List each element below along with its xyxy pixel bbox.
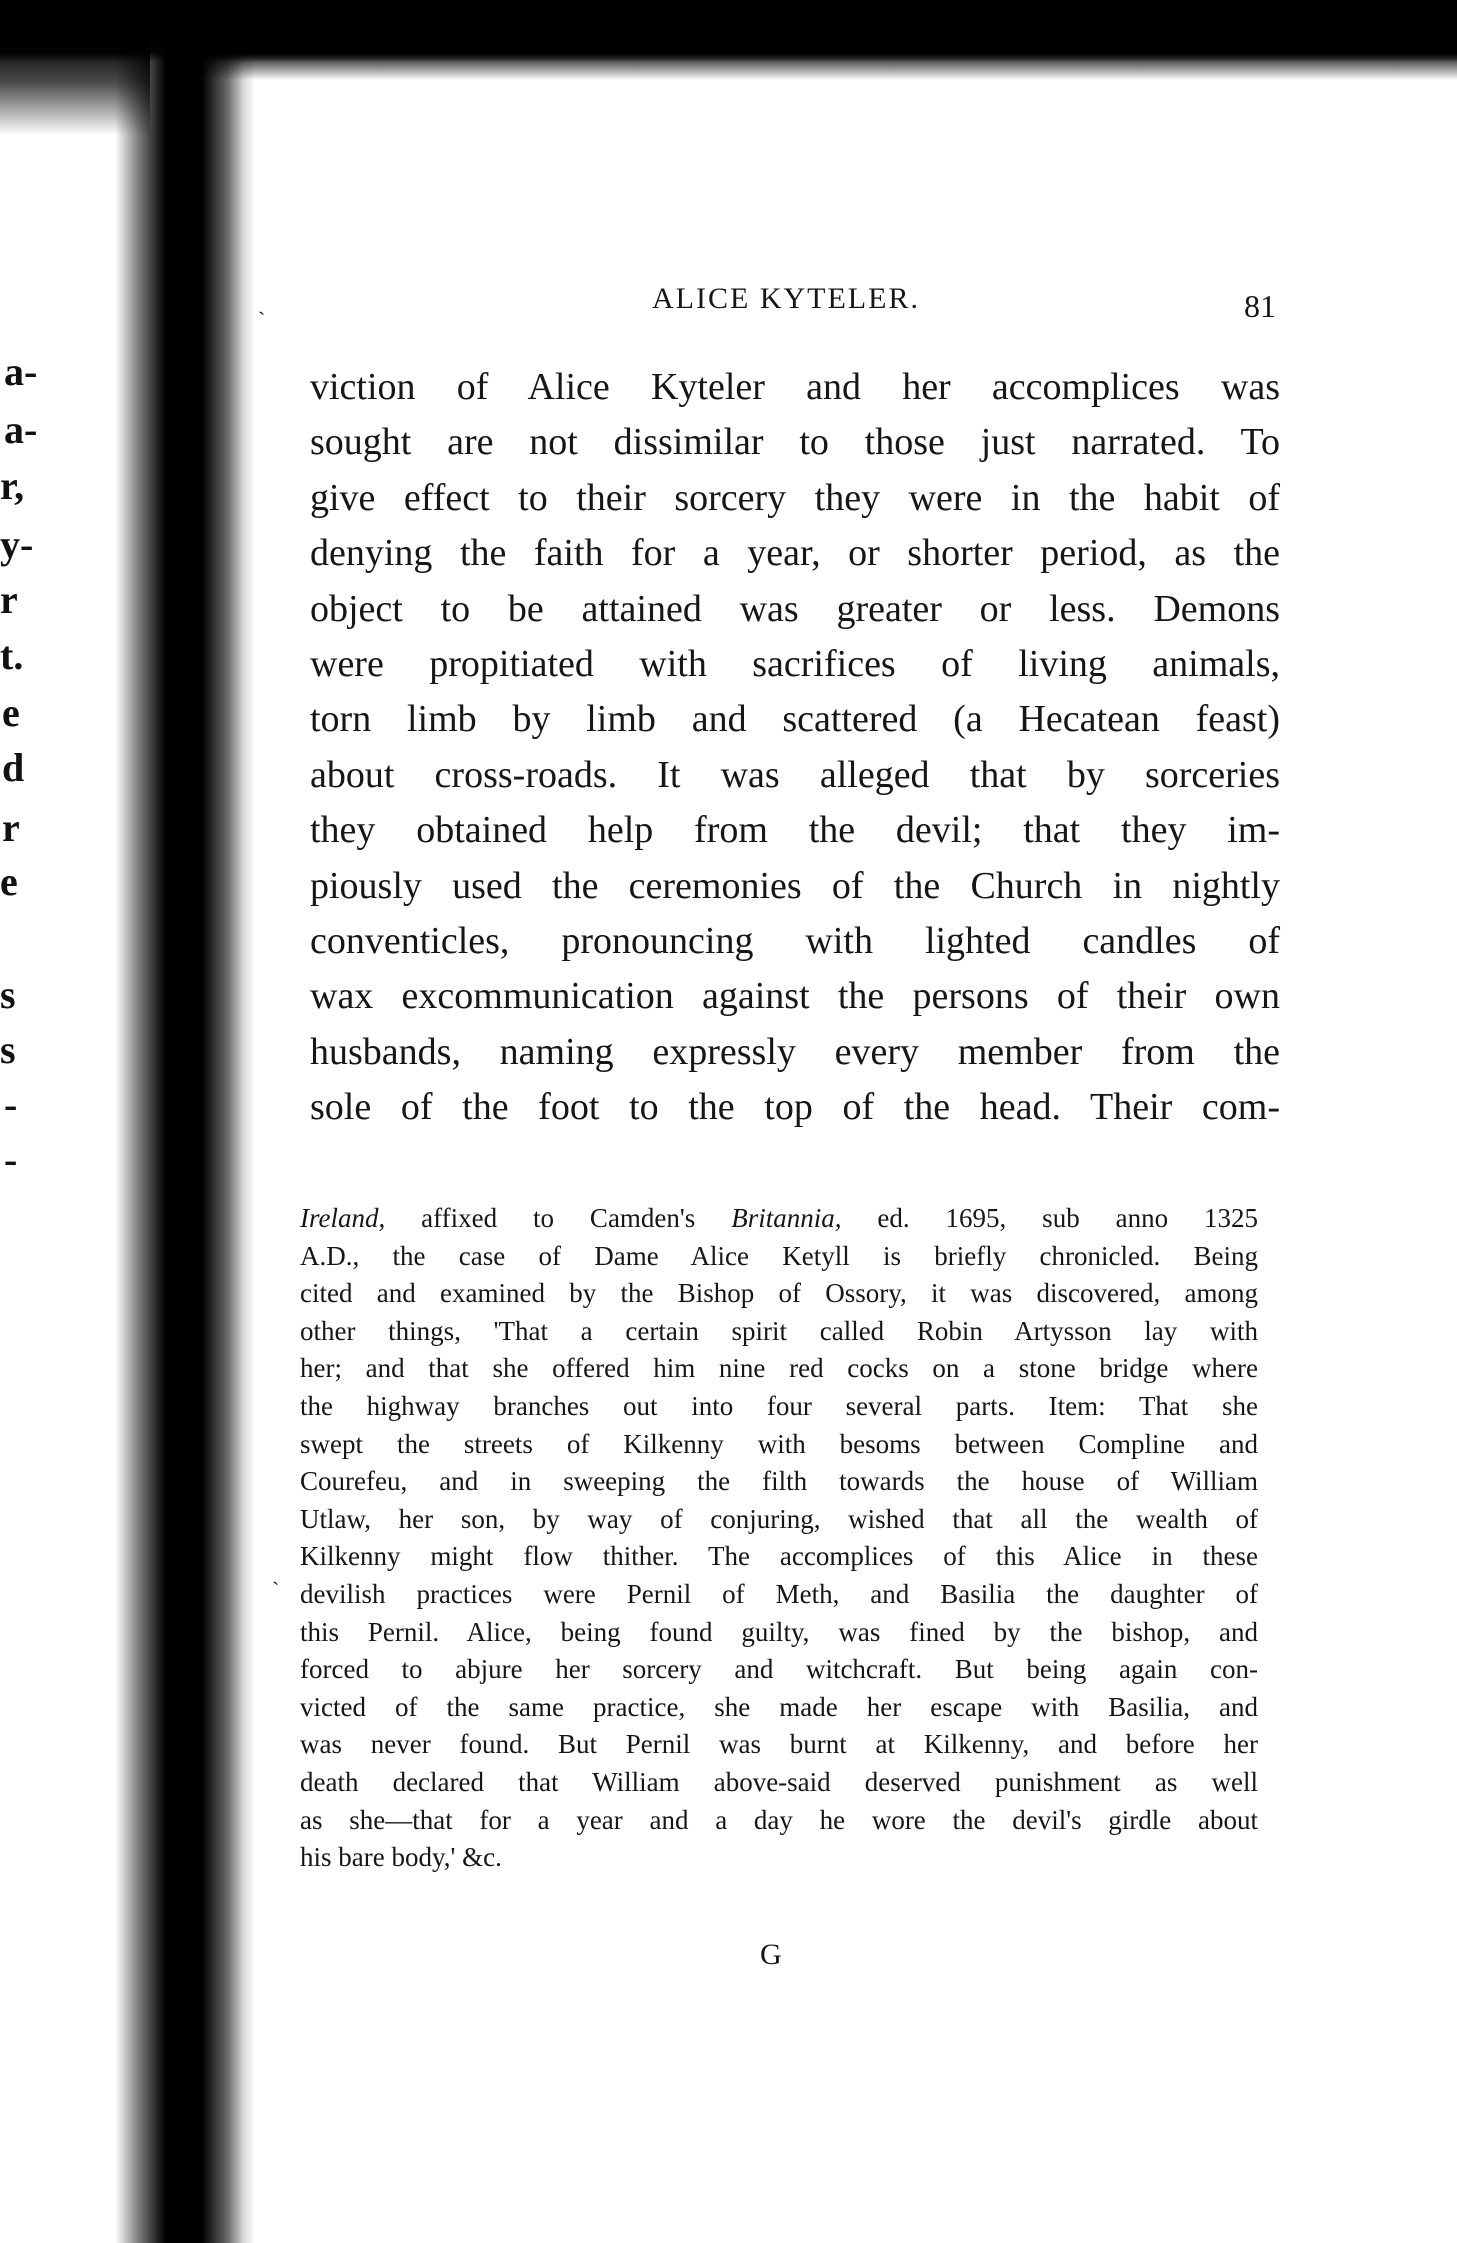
footnote-line: forced to abjure her sorcery and witchcraft. But being again con-	[300, 1654, 1258, 1685]
footnote-italic-title: Britannia,	[731, 1203, 842, 1233]
running-head: ALICE KYTELER.	[652, 282, 920, 315]
footnote-line: this Pernil. Alice, being found guilty, was fined by the bishop, and	[300, 1616, 1258, 1647]
text-line: object to be attained was greater or less. Demons	[310, 587, 1280, 630]
previous-page-edge	[0, 0, 40, 2243]
text-line: they obtained help from the devil; that they im-	[310, 809, 1280, 852]
text-line: piously used the ceremonies of the Church in nightly	[310, 864, 1280, 907]
footnote-line: Kilkenny might flow thither. The accomplices of this Alice in these	[300, 1541, 1258, 1572]
text-line: give effect to their sorcery they were in the habit of	[310, 476, 1280, 519]
text-line: viction of Alice Kyteler and her accomplices was	[310, 366, 1280, 408]
footnote-line: her; and that she offered him nine red cocks on a stone bridge where	[300, 1353, 1258, 1384]
prev-page-char: a-	[4, 349, 38, 394]
text-line: about cross-roads. It was alleged that by sorceries	[310, 753, 1280, 796]
prev-page-char: s	[0, 1027, 16, 1072]
text-line: torn limb by limb and scattered (a Hecatean feast)	[310, 698, 1280, 741]
prev-page-char: d	[2, 745, 25, 790]
footnote-italic-lead: Ireland,	[300, 1203, 386, 1233]
prev-page-char: y-	[0, 522, 34, 567]
footnote-line-first	[300, 1200, 1258, 1238]
footnote-line: A.D., the case of Dame Alice Ketyll is briefly chronicled. Being	[300, 1240, 1258, 1271]
prev-page-char: -	[4, 1082, 18, 1127]
text-line: sought are not dissimilar to those just narrated. To	[310, 421, 1280, 464]
footnote-line: the highway branches out into four several parts. Item: That she	[300, 1390, 1258, 1421]
book-gutter-shadow	[115, 40, 255, 2243]
footnote-text: ed. 1695, sub anno 1325	[841, 1203, 1258, 1233]
text-line: wax excommunication against the persons of their own	[310, 975, 1280, 1018]
stray-mark: ˎ	[258, 290, 266, 315]
footnote-line: death declared that William above-said deserved punishment as well	[300, 1766, 1258, 1797]
prev-page-char: r	[0, 577, 18, 622]
text-line: husbands, naming expressly every member from the	[310, 1030, 1280, 1073]
footnote	[300, 1200, 1258, 1877]
footnote-line: his bare body,' &c.	[300, 1842, 502, 1873]
prev-page-char: a-	[4, 407, 38, 452]
page-number: 81	[1244, 288, 1276, 324]
text-line: were propitiated with sacrifices of living animals,	[310, 642, 1280, 685]
footnote-line: was never found. But Pernil was burnt at Kilkenny, and before her	[300, 1729, 1258, 1760]
stray-mark: ˏ	[272, 1560, 280, 1585]
text-line: conventicles, pronouncing with lighted candles of	[310, 919, 1280, 962]
prev-page-char: s	[0, 972, 16, 1017]
footnote-line: Utlaw, her son, by way of conjuring, wished that all the wealth of	[300, 1503, 1258, 1534]
prev-page-char: e	[0, 859, 18, 904]
signature-mark: G	[760, 1938, 782, 1971]
prev-page-char: e	[2, 690, 20, 735]
prev-page-char: -	[4, 1137, 18, 1182]
page-header	[310, 280, 1280, 330]
footnote-line: other things, 'That a certain spirit called Robin Artysson lay with	[300, 1315, 1258, 1346]
footnote-line: victed of the same practice, she made her escape with Basilia, and	[300, 1691, 1258, 1722]
text-line: denying the faith for a year, or shorter period, as the	[310, 532, 1280, 575]
footnote-line: swept the streets of Kilkenny with besoms between Compline and	[300, 1428, 1258, 1459]
footnote-line: as she—that for a year and a day he wore the devil's girdle about	[300, 1804, 1258, 1835]
footnote-text: affixed to Camden's	[385, 1203, 732, 1233]
body-text	[310, 360, 1280, 1135]
page-top-shadow-right	[200, 40, 1457, 80]
prev-page-char: t.	[0, 633, 24, 678]
prev-page-char: r	[2, 805, 20, 850]
footnote-line: devilish practices were Pernil of Meth, and Basilia the daughter of	[300, 1578, 1258, 1609]
footnote-line: Courefeu, and in sweeping the filth towards the house of William	[300, 1466, 1258, 1497]
footnote-line: cited and examined by the Bishop of Ossory, it was discovered, among	[300, 1278, 1258, 1309]
prev-page-char: r,	[0, 463, 25, 508]
text-line: sole of the foot to the top of the head. Their com-	[310, 1086, 1280, 1129]
